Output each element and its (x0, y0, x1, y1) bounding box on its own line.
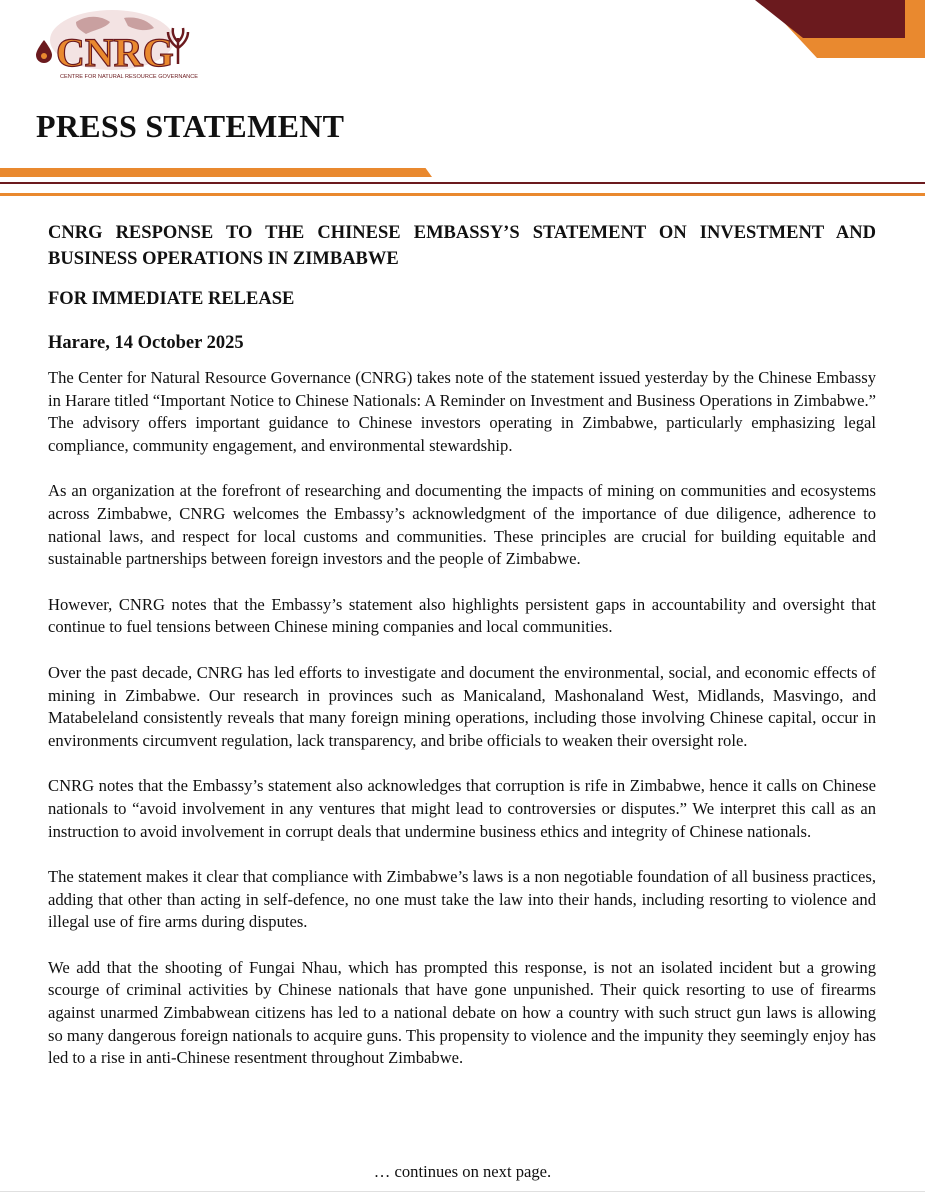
release-label: FOR IMMEDIATE RELEASE (48, 289, 295, 309)
corner-decoration (755, 0, 925, 60)
cnrg-logo (28, 8, 198, 88)
header-rule-orange-thin (0, 193, 925, 196)
paragraph: However, CNRG notes that the Embassy’s statement also highlights persistent gaps in accountability and oversight that continue to fuel tensions between Chinese mining companies and local communities. (48, 594, 876, 637)
statement-body (48, 220, 876, 1093)
paragraph: Over the past decade, CNRG has led efforts to investigate and document the environmental, social, and economic effects of mining in Zimbabwe. Our research in provinces such as Manicaland, Mashonaland West, Midlands, Masvingo, and Matabeleland consistently reveals that many foreign mining operations, including those involving Chinese capital, occur in environments circumvent regulation, lack transparency, and bribe officials to weaken their oversight role. (48, 662, 876, 750)
paragraph: The statement makes it clear that compliance with Zimbabwe’s laws is a non negotiable foundation of all business practices, adding that other than acting in self-defence, no one must take the law into their hands, including resorting to violence and illegal use of fire arms during disputes. (48, 867, 876, 932)
dateline: Harare, 14 October 2025 (48, 333, 244, 353)
logo-wordmark: CNRG (56, 30, 174, 75)
paragraph: We add that the shooting of Fungai Nhau, which has prompted this response, is not an isolated incident but a growing scourge of criminal activities by Chinese nationals that have gone unpunished. Their quick resorting to use of firearms against unarmed Zimbabwean citizens has led to a national debate on how a country with such struct gun laws is allowing so many dangerous foreign nationals to acquire guns. This propensity to violence and the impunity they seemingly enjoy has led to a rise in anti-Chinese resentment throughout Zimbabwe. (48, 957, 876, 1068)
continues-note: … continues on next page. (373, 1162, 552, 1181)
header-rule-orange (0, 168, 432, 177)
logo-tagline: CENTRE FOR NATURAL RESOURCE GOVERNANCE (60, 74, 198, 80)
paragraph: As an organization at the forefront of researching and documenting the impacts of mining on communities and ecosystems across Zimbabwe, CNRG welcomes the Embassy’s acknowledgment of the importance of due diligence, adherence to national laws, and respect for local customs and communities. These principles are crucial for building equitable and sustainable partnerships between foreign investors and the people of Zimbabwe. (48, 481, 876, 569)
paragraph: The Center for Natural Resource Governance (CNRG) takes note of the statement issued yesterday by the Chinese Embassy in Harare titled “Important Notice to Chinese Nationals: A Reminder on Investment and Business Operations in Zimbabwe.” The advisory offers important guidance to Chinese investors operating in Zimbabwe, particularly emphasizing legal compliance, community engagement, and environmental stewardship. (48, 368, 876, 455)
statement-headline: CNRG RESPONSE TO THE CHINESE EMBASSY’S STATEMENT ON INVESTMENT AND BUSINESS OPERATIONS IN ZIMBABWE (48, 223, 876, 269)
page-bottom-edge (0, 1191, 925, 1192)
header-rule-brown (0, 182, 925, 184)
page-title: PRESS STATEMENT (36, 108, 345, 144)
paragraph: CNRG notes that the Embassy’s statement also acknowledges that corruption is rife in Zimbabwe, hence it calls on Chinese nationals to “avoid involvement in any ventures that might lead to controversies or disputes.” We interpret this call as an instruction to avoid involvement in corrupt deals that undermine business ethics and integrity of Chinese nationals. (48, 776, 876, 841)
